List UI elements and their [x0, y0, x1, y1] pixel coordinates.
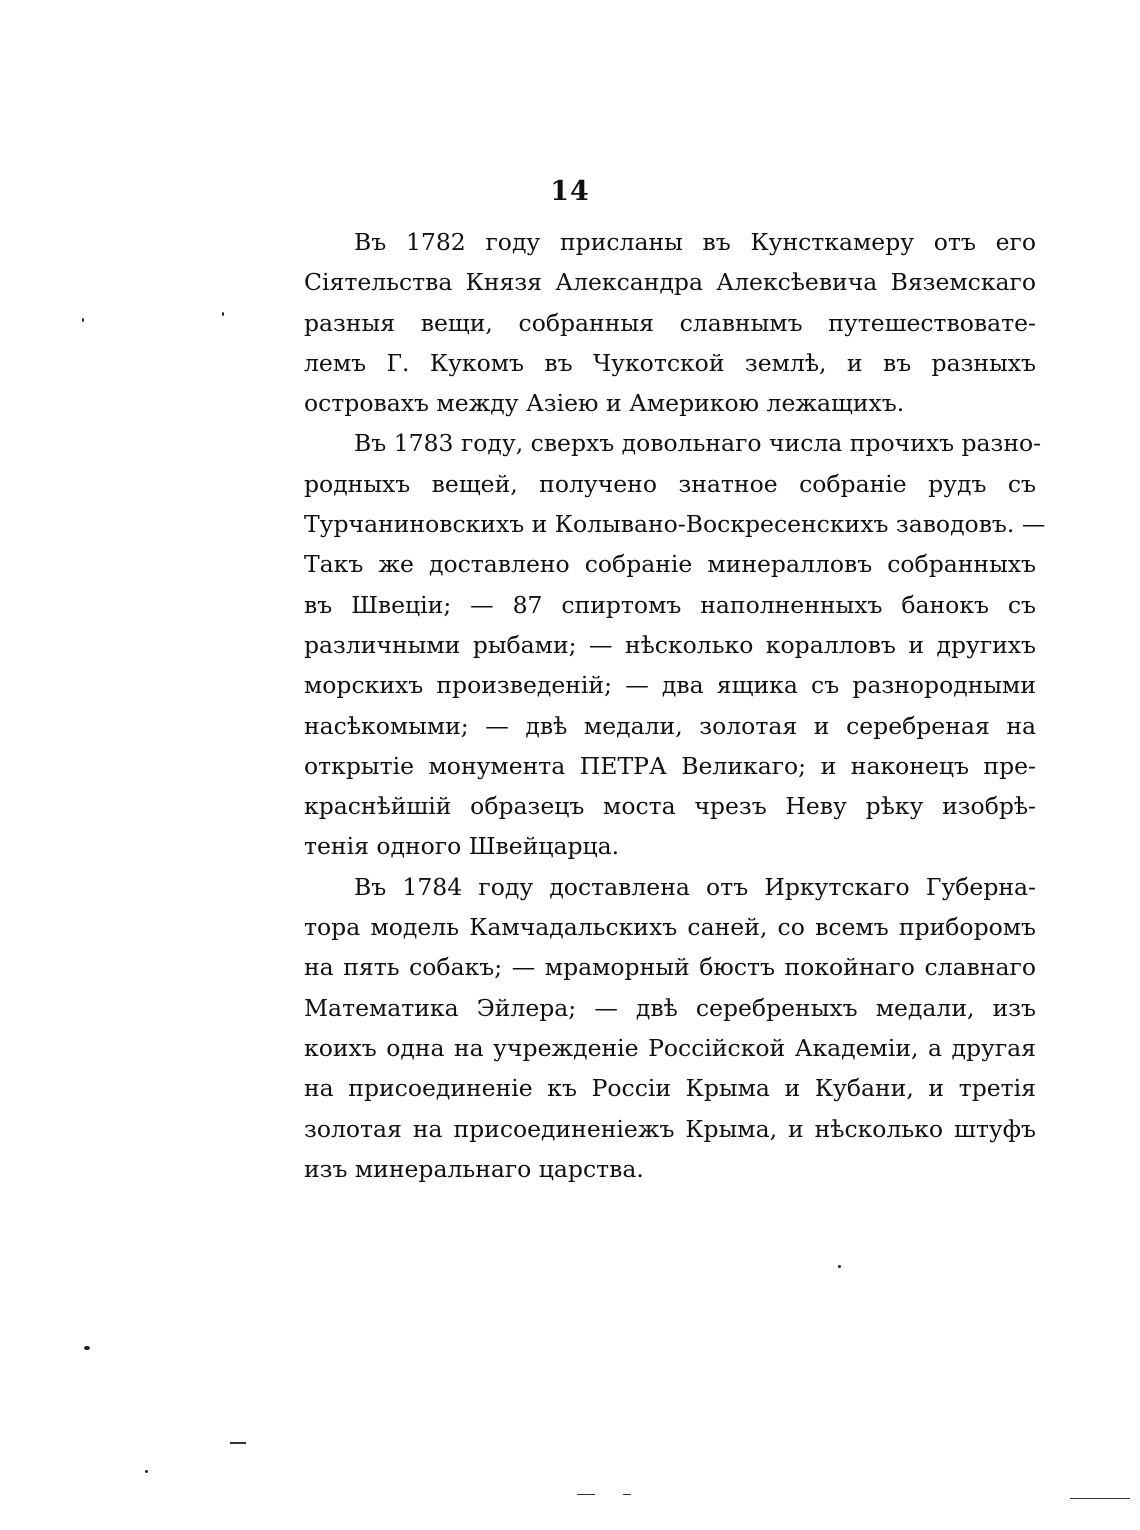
page-number: 14 [550, 176, 590, 207]
scan-speck [838, 1265, 841, 1268]
text-line: золотая на присоединенiежъ Крыма, и нѣсколько штуфъ [304, 1114, 1036, 1143]
text-line: Математика Эйлера; — двѣ серебреныхъ медали, изъ [304, 993, 1036, 1022]
text-line: на присоединенiе къ Россiи Крыма и Кубани, и третiя [304, 1074, 1036, 1103]
scan-mark [577, 1494, 595, 1495]
scan-speck [84, 1346, 90, 1350]
text-line: Въ 1784 году доставлена отъ Иркутскаго Губерна- [354, 872, 1036, 901]
scan-speck [82, 318, 84, 322]
scan-speck [222, 312, 224, 316]
text-line: островахъ между Азiею и Америкою лежащихъ. [304, 389, 905, 418]
text-line: коихъ одна на учрежденiе Россiйской Академiи, а другая [304, 1033, 1036, 1062]
text-line: насѣкомыми; — двѣ медали, золотая и серебреная на [304, 711, 1036, 740]
text-line: лемъ Г. Кукомъ въ Чукотской землѣ, и въ разныхъ [304, 348, 1036, 377]
text-line: тенiя одного Швейцарца. [304, 832, 620, 861]
paragraph-1783 [304, 423, 1046, 866]
text-line: родныхъ вещей, получено знатное собранiе рудъ съ [304, 469, 1036, 498]
text-line: краснѣйшiй образецъ моста чрезъ Неву рѣку изобрѣ- [304, 792, 1036, 821]
body-text [304, 222, 1046, 1189]
text-line: Такъ же доставлено собранiе минералловъ собранныхъ [304, 550, 1036, 579]
scan-speck [145, 1470, 148, 1473]
text-line: тора модель Камчадальскихъ саней, со всемъ приборомъ [304, 913, 1036, 942]
text-line: Въ 1782 году присланы въ Кунсткамеру отъ его [354, 228, 1036, 256]
paragraph-1782 [304, 222, 1036, 423]
text-line: Сiятельства Князя Александра Алексѣевича Вяземскаго [304, 268, 1036, 297]
text-line: Турчаниновскихъ и Колывано-Воскресенскихъ заводовъ. — [304, 510, 1046, 539]
text-line: на пять собакъ; — мраморный бюстъ покойнаго славнаго [304, 953, 1036, 982]
text-line: различными рыбами; — нѣсколько коралловъ и другихъ [304, 630, 1036, 659]
text-line: разныя вещи, собранныя славнымъ путешествовате- [304, 308, 1036, 337]
scan-mark [230, 1442, 246, 1444]
scan-mark [1070, 1498, 1130, 1499]
text-line: Въ 1783 году, сверхъ довольнаго числа прочихъ разно- [354, 429, 1042, 458]
text-line: изъ минеральнаго царства. [304, 1154, 644, 1183]
scan-mark [623, 1494, 631, 1495]
text-line: открытiе монумента ПЕТРА Великаго; и наконецъ пре- [304, 751, 1036, 780]
text-line: морскихъ произведенiй; — два ящика съ разнородными [304, 671, 1036, 700]
paragraph-1784 [304, 867, 1036, 1189]
text-line: въ Швецiи; — 87 спиртомъ наполненныхъ банокъ съ [304, 590, 1036, 619]
